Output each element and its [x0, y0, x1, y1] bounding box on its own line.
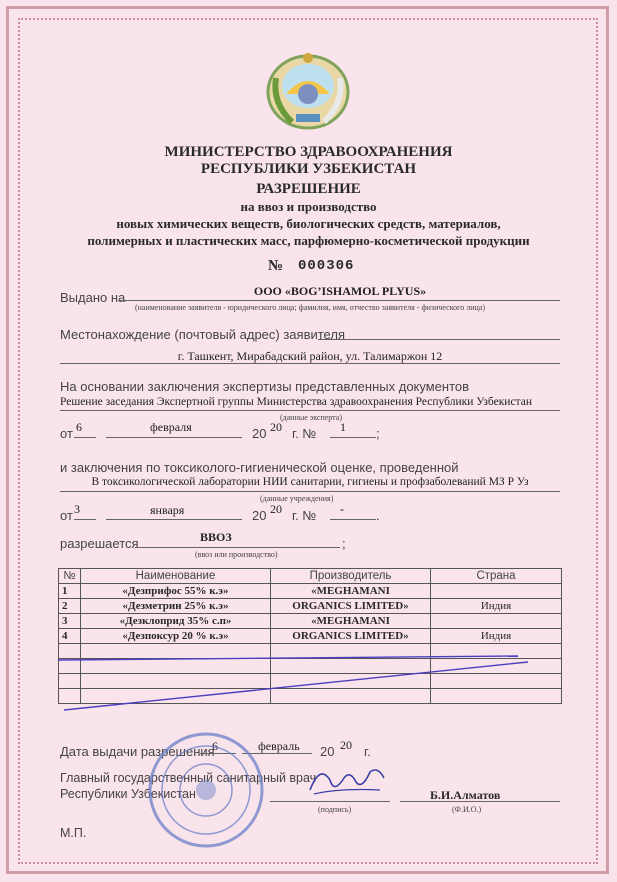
subtitle-line1: на ввоз и производство — [240, 199, 377, 214]
row-number: 4 — [59, 629, 81, 644]
table-row — [59, 599, 562, 614]
basis-month-line — [106, 437, 242, 438]
issued-label: Выдано на — [60, 290, 126, 305]
basis-hint: (данные эксперта) — [280, 413, 342, 422]
row-name: «Дезпоксур 20 % к.э» — [81, 629, 271, 644]
basis-end: ; — [376, 426, 380, 441]
location-line2 — [60, 363, 560, 364]
header-number: № — [59, 569, 81, 584]
row-country — [431, 614, 562, 629]
row-manufacturer: «MEGHAMANI — [271, 584, 431, 599]
row-number: 3 — [59, 614, 81, 629]
tox-end: . — [376, 508, 380, 523]
tox-month: января — [150, 503, 185, 517]
name-line — [400, 801, 560, 802]
document-title: РАЗРЕШЕНИЕ — [256, 181, 361, 197]
basis-year-prefix: 20 — [252, 426, 267, 441]
ministry-title-line2: РЕСПУБЛИКИ УЗБЕКИСТАН — [200, 161, 417, 177]
basis-from-label: от — [60, 426, 73, 441]
table-row — [59, 629, 562, 644]
row-country — [431, 584, 562, 599]
basis-year-end: г. № — [292, 426, 317, 441]
row-manufacturer: «MEGHAMANI — [271, 614, 431, 629]
issue-date-label: Дата выдачи разрешения — [60, 744, 215, 759]
location-value: г. Ташкент, Мирабадский район, ул. Талимаржон 12 — [177, 349, 443, 363]
basis-month: февраля — [150, 420, 192, 434]
basis-label: На основании заключения экспертизы представленных документов — [60, 379, 470, 394]
table-row — [59, 584, 562, 599]
strike-through-lines — [58, 650, 562, 716]
location-label: Местонахождение (почтовый адрес) заявителя — [60, 327, 345, 342]
row-country: Индия — [431, 629, 562, 644]
signature-icon — [300, 760, 390, 802]
permit-line — [135, 547, 340, 548]
header-name: Наименование — [81, 569, 271, 584]
official-title-line2: Республики Узбекистан — [60, 787, 196, 801]
tox-value: В токсикологической лаборатории НИИ санитарии, гигиены и профзаболеваний МЗ Р Уз — [91, 476, 529, 488]
issued-line — [120, 300, 560, 301]
row-name: «Дезметрин 25% к.э» — [81, 599, 271, 614]
official-stamp-icon — [146, 730, 266, 850]
permit-end: ; — [342, 536, 346, 551]
row-manufacturer: ORGANICS LIMITED» — [271, 629, 431, 644]
subtitle-line2: новых химических веществ, биологических средств, материалов, — [116, 216, 501, 231]
tox-from-label: от — [60, 508, 73, 523]
tox-day: 3 — [74, 502, 80, 516]
table-header-row — [59, 569, 562, 584]
row-country: Индия — [431, 599, 562, 614]
permit-label: разрешается — [60, 536, 139, 551]
tox-label: и заключения по токсиколого-гигиенической оценке, проведенной — [60, 460, 459, 475]
stamp-place-label: М.П. — [60, 826, 87, 840]
row-number: 1 — [59, 584, 81, 599]
basis-day: 6 — [76, 420, 82, 434]
signature-hint: (подпись) — [318, 805, 352, 814]
tox-month-line — [106, 519, 242, 520]
permit-value: ВВОЗ — [200, 530, 232, 544]
name-hint: (Ф.И.О.) — [452, 805, 482, 814]
tox-hint: (данные учреждения) — [260, 494, 334, 503]
basis-year-suffix: 20 — [270, 420, 282, 434]
tox-year-suffix: 20 — [270, 502, 282, 516]
subtitle-line3: полимерных и пластических масс, парфюмерно-косметической продукции — [87, 233, 530, 248]
tox-number-line — [330, 519, 376, 520]
row-name: «Дезприфос 55% к.э» — [81, 584, 271, 599]
table-row — [59, 614, 562, 629]
row-manufacturer: ORGANICS LIMITED» — [271, 599, 431, 614]
official-name: Б.И.Алматов — [430, 788, 501, 802]
tox-year-prefix: 20 — [252, 508, 267, 523]
official-title-line1: Главный государственный санитарный врач — [60, 771, 317, 785]
ministry-title-line1: МИНИСТЕРСТВО ЗДРАВООХРАНЕНИЯ — [164, 144, 453, 160]
row-number: 2 — [59, 599, 81, 614]
header-manufacturer: Производитель — [271, 569, 431, 584]
number-sign: № — [268, 258, 284, 274]
issue-date-year-prefix: 20 — [320, 744, 335, 759]
basis-number-line — [330, 437, 376, 438]
state-emblem-icon — [262, 48, 354, 132]
tox-day-line — [74, 519, 96, 520]
document-number: 000306 — [298, 258, 355, 274]
issue-date-end: г. — [364, 744, 371, 759]
permit-hint: (ввоз или производство) — [195, 550, 278, 559]
tox-line — [60, 491, 560, 492]
issue-date-year-suffix: 20 — [340, 738, 352, 752]
basis-number: 1 — [340, 420, 346, 434]
issue-date-month: февраль — [258, 739, 300, 753]
basis-value: Решение заседания Экспертной группы Министерства здравоохранения Республики Узбекистан — [60, 396, 532, 408]
issue-date-day: 6 — [212, 739, 218, 753]
issued-value: ООО «BOG’ISHAMOL PLYUS» — [253, 284, 427, 298]
tox-year-end: г. № — [292, 508, 317, 523]
location-line1 — [318, 339, 560, 340]
basis-line — [60, 410, 560, 411]
row-name: «Дезклоприд 35% с.п» — [81, 614, 271, 629]
basis-day-line — [74, 437, 96, 438]
header-country: Страна — [431, 569, 562, 584]
tox-number: - — [340, 502, 344, 516]
issued-hint: (наименование заявителя - юридического лица; фамилия, имя, отчество заявителя - физического лица) — [134, 303, 486, 312]
